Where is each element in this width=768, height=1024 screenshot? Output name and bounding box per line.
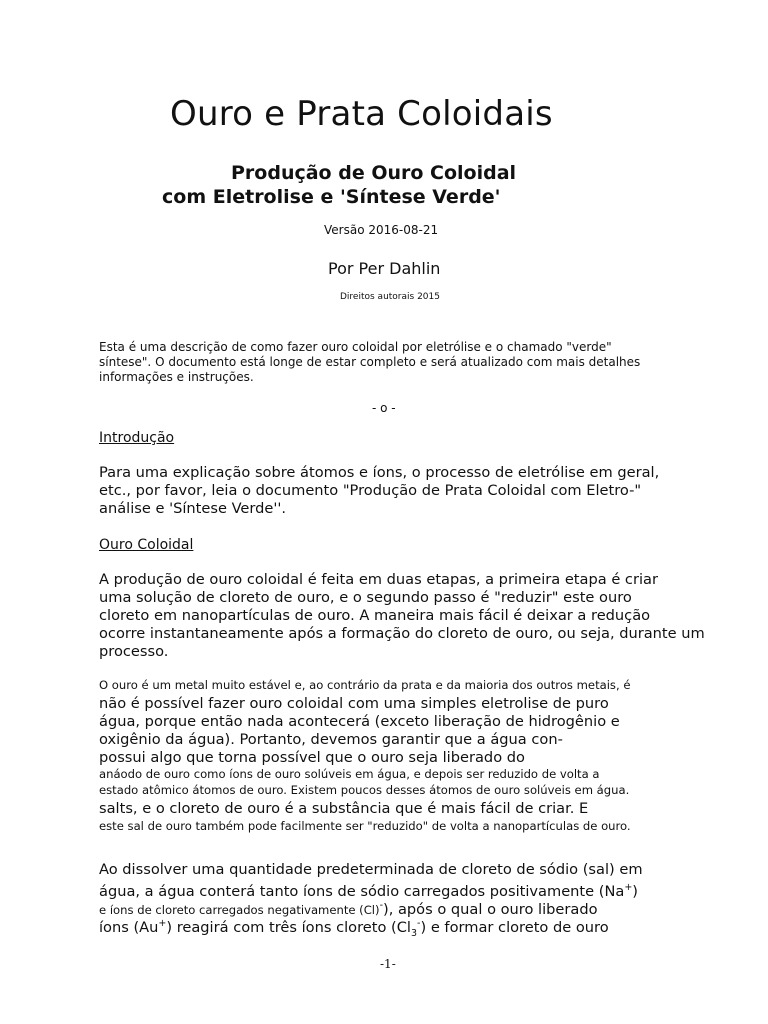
paragraph-line: ocorre instantaneamente após a formação do cloreto de ouro, ou seja, durante um xyxy=(99,625,705,642)
author-line: Por Per Dahlin xyxy=(328,259,441,278)
section-separator: - o - xyxy=(372,401,396,415)
text-run: e íons de cloreto carregados negativamente (Cl) xyxy=(99,902,380,917)
text-run: ) reagirá com três íons cloreto (Cl xyxy=(166,918,411,936)
paragraph-line: estado atômico átomos de ouro. Existem poucos desses átomos de ouro solúveis em água. xyxy=(99,783,630,797)
copyright-line: Direitos autorais 2015 xyxy=(340,292,440,302)
paragraph-line: processo. xyxy=(99,643,169,660)
intro-text-line: Esta é uma descrição de como fazer ouro coloidal por eletrólise e o chamado "verde" xyxy=(99,340,612,354)
paragraph-line: salts, e o cloreto de ouro é a substância que é mais fácil de criar. E xyxy=(99,800,589,817)
text-run: ) xyxy=(632,882,638,900)
text-run: íons (Au xyxy=(99,918,159,936)
subtitle-line-2: com Eletrolise e 'Síntese Verde' xyxy=(162,186,501,208)
intro-text-line: informações e instruções. xyxy=(99,370,254,384)
superscript: + xyxy=(158,918,167,929)
intro-text-line: síntese". O documento está longe de estar completo e será atualizado com mais detalhes xyxy=(99,355,641,369)
paragraph-line xyxy=(99,915,609,943)
paragraph-line: Ao dissolver uma quantidade predeterminada de cloreto de sódio (sal) em xyxy=(99,861,643,878)
version-label: Versão 2016-08-21 xyxy=(324,223,439,237)
subtitle-line-1: Produção de Ouro Coloidal xyxy=(231,162,517,184)
paragraph-line: Para uma explicação sobre átomos e íons, o processo de eletrólise em geral, xyxy=(99,464,660,481)
text-run: água, a água conterá tanto íons de sódio carregados positivamente (Na xyxy=(99,882,625,900)
heading-ouro-coloidal: Ouro Coloidal xyxy=(99,537,194,553)
paragraph-line: água, porque então nada acontecerá (exceto liberação de hidrogênio e xyxy=(99,713,620,730)
superscript: - xyxy=(379,900,383,911)
document-title: Ouro e Prata Coloidais xyxy=(170,94,553,134)
paragraph-line: este sal de ouro também pode facilmente ser "reduzido" de volta a nanopartículas de ouro. xyxy=(99,819,631,833)
page-number: -1- xyxy=(380,957,396,971)
paragraph-line: possui algo que torna possível que o ouro seja liberado do xyxy=(99,749,525,766)
subscript: 3 xyxy=(411,927,418,939)
superscript: - xyxy=(417,918,421,929)
paragraph-line: A produção de ouro coloidal é feita em duas etapas, a primeira etapa é criar xyxy=(99,571,658,588)
paragraph-line: não é possível fazer ouro coloidal com uma simples eletrolise de puro xyxy=(99,695,609,712)
paragraph-line: análise e 'Síntese Verde''. xyxy=(99,500,287,517)
paragraph-line: oxigênio da água). Portanto, devemos garantir que a água con- xyxy=(99,731,563,748)
heading-introducao: Introdução xyxy=(99,430,175,446)
paragraph-line: anáodo de ouro como íons de ouro solúveis em água, e depois ser reduzido de volta a xyxy=(99,767,600,781)
paragraph-line: etc., por favor, leia o documento "Produção de Prata Coloidal com Eletro-" xyxy=(99,482,642,499)
text-run: ), após o qual o ouro liberado xyxy=(383,900,598,918)
paragraph-line: cloreto em nanopartículas de ouro. A maneira mais fácil é deixar a redução xyxy=(99,607,651,624)
paragraph-line: uma solução de cloreto de ouro, e o segundo passo é "reduzir" este ouro xyxy=(99,589,632,606)
text-run: ) e formar cloreto de ouro xyxy=(420,918,609,936)
superscript: + xyxy=(624,882,633,893)
paragraph-line: O ouro é um metal muito estável e, ao contrário da prata e da maioria dos outros metais, é xyxy=(99,678,631,692)
